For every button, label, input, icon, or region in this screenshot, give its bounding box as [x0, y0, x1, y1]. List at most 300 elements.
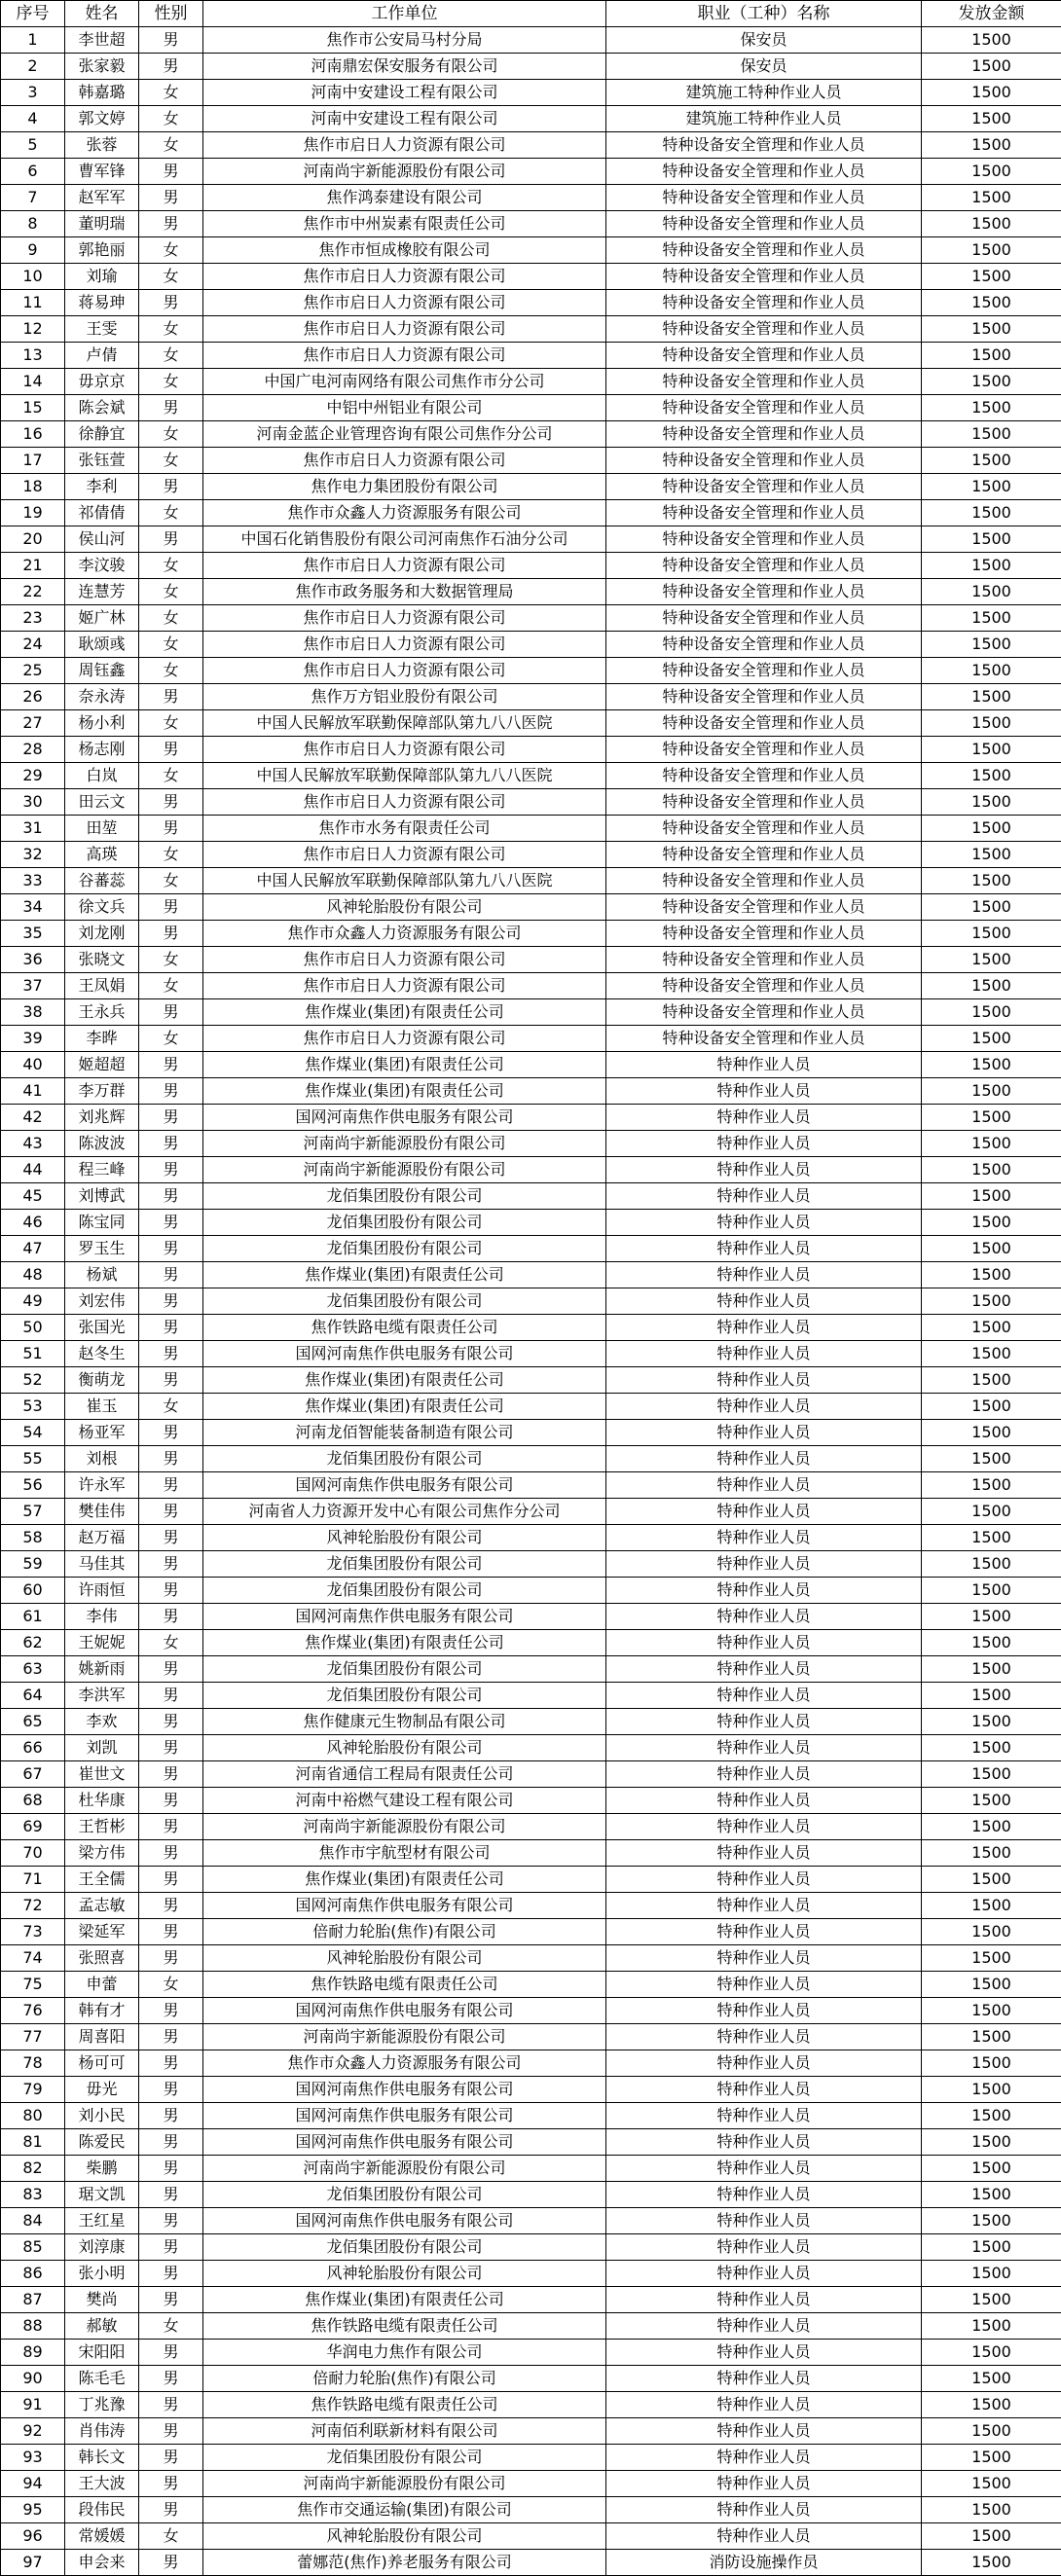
- cell-seq: 30: [1, 789, 65, 816]
- cell-occupation: 特种设备安全管理和作业人员: [606, 868, 922, 894]
- table-row: [1, 2129, 1061, 2156]
- table-row: [1, 579, 1061, 605]
- cell-gender: 男: [139, 1183, 203, 1210]
- cell-gender: 男: [139, 1210, 203, 1236]
- cell-unit: 倍耐力轮胎(焦作)有限公司: [203, 2366, 606, 2392]
- cell-gender: 男: [139, 1735, 203, 1761]
- cell-gender: 男: [139, 789, 203, 816]
- cell-name: 周喜阳: [65, 2024, 139, 2050]
- cell-name: 杨可可: [65, 2050, 139, 2077]
- table-row: [1, 1026, 1061, 1052]
- cell-gender: 男: [139, 1052, 203, 1078]
- cell-amount: 1500: [922, 658, 1061, 684]
- cell-seq: 22: [1, 579, 65, 605]
- table-row: [1, 1735, 1061, 1761]
- cell-name: 李汶骏: [65, 553, 139, 579]
- cell-occupation: 特种作业人员: [606, 1972, 922, 1998]
- table-row: [1, 1551, 1061, 1578]
- cell-amount: 1500: [922, 2550, 1061, 2576]
- cell-amount: 1500: [922, 1367, 1061, 1394]
- cell-occupation: 特种作业人员: [606, 1105, 922, 1131]
- table-row: [1, 27, 1061, 54]
- cell-amount: 1500: [922, 1919, 1061, 1945]
- cell-name: 连慧芳: [65, 579, 139, 605]
- cell-seq: 94: [1, 2471, 65, 2497]
- cell-gender: 女: [139, 868, 203, 894]
- table-row: [1, 1578, 1061, 1604]
- table-row: [1, 1840, 1061, 1867]
- cell-unit: 国网河南焦作供电服务有限公司: [203, 1604, 606, 1630]
- cell-occupation: 特种设备安全管理和作业人员: [606, 211, 922, 237]
- cell-seq: 58: [1, 1525, 65, 1551]
- cell-unit: 焦作市启日人力资源有限公司: [203, 947, 606, 973]
- cell-name: 陈波波: [65, 1131, 139, 1157]
- cell-seq: 95: [1, 2497, 65, 2523]
- cell-gender: 男: [139, 2156, 203, 2182]
- cell-name: 刘淳康: [65, 2234, 139, 2261]
- cell-gender: 女: [139, 658, 203, 684]
- cell-occupation: 消防设施操作员: [606, 2550, 922, 2576]
- cell-gender: 男: [139, 999, 203, 1026]
- cell-gender: 男: [139, 2129, 203, 2156]
- cell-amount: 1500: [922, 710, 1061, 737]
- table-row: [1, 737, 1061, 763]
- cell-name: 李利: [65, 474, 139, 500]
- cell-unit: 中国人民解放军联勤保障部队第九八八医院: [203, 868, 606, 894]
- cell-name: 耿颂彧: [65, 632, 139, 658]
- cell-amount: 1500: [922, 816, 1061, 842]
- cell-name: 奈永涛: [65, 684, 139, 710]
- cell-gender: 女: [139, 553, 203, 579]
- cell-unit: 国网河南焦作供电服务有限公司: [203, 1341, 606, 1367]
- table-row: [1, 921, 1061, 947]
- cell-name: 陈毛毛: [65, 2366, 139, 2392]
- cell-unit: 河南省人力资源开发中心有限公司焦作分公司: [203, 1499, 606, 1525]
- table-row: [1, 947, 1061, 973]
- cell-seq: 14: [1, 369, 65, 395]
- cell-unit: 焦作健康元生物制品有限公司: [203, 1709, 606, 1735]
- cell-unit: 焦作市众鑫人力资源服务有限公司: [203, 2050, 606, 2077]
- cell-amount: 1500: [922, 1472, 1061, 1499]
- cell-unit: 焦作铁路电缆有限责任公司: [203, 2313, 606, 2340]
- cell-seq: 24: [1, 632, 65, 658]
- cell-amount: 1500: [922, 1761, 1061, 1788]
- table-row: [1, 1604, 1061, 1630]
- cell-occupation: 特种作业人员: [606, 1420, 922, 1446]
- cell-name: 许雨恒: [65, 1578, 139, 1604]
- cell-name: 高瑛: [65, 842, 139, 868]
- cell-occupation: 特种设备安全管理和作业人员: [606, 894, 922, 921]
- cell-gender: 男: [139, 2287, 203, 2313]
- table-row: [1, 1867, 1061, 1893]
- cell-amount: 1500: [922, 1788, 1061, 1814]
- cell-seq: 61: [1, 1604, 65, 1630]
- cell-gender: 女: [139, 1394, 203, 1420]
- cell-amount: 1500: [922, 1499, 1061, 1525]
- table-row: [1, 553, 1061, 579]
- cell-unit: 龙佰集团股份有限公司: [203, 1683, 606, 1709]
- cell-name: 郭文婷: [65, 106, 139, 132]
- table-row: [1, 1814, 1061, 1840]
- cell-amount: 1500: [922, 921, 1061, 947]
- cell-name: 李万群: [65, 1078, 139, 1105]
- cell-amount: 1500: [922, 1394, 1061, 1420]
- cell-amount: 1500: [922, 2129, 1061, 2156]
- cell-occupation: 特种设备安全管理和作业人员: [606, 816, 922, 842]
- cell-seq: 19: [1, 500, 65, 526]
- cell-seq: 48: [1, 1262, 65, 1288]
- cell-gender: 女: [139, 448, 203, 474]
- cell-amount: 1500: [922, 474, 1061, 500]
- cell-gender: 女: [139, 2313, 203, 2340]
- cell-amount: 1500: [922, 264, 1061, 290]
- cell-gender: 男: [139, 395, 203, 421]
- cell-unit: 焦作市宇航型材有限公司: [203, 1840, 606, 1867]
- cell-occupation: 特种设备安全管理和作业人员: [606, 290, 922, 316]
- cell-seq: 80: [1, 2103, 65, 2129]
- cell-occupation: 特种作业人员: [606, 1735, 922, 1761]
- cell-unit: 焦作市启日人力资源有限公司: [203, 789, 606, 816]
- cell-seq: 93: [1, 2445, 65, 2471]
- cell-gender: 男: [139, 1656, 203, 1683]
- cell-occupation: 特种设备安全管理和作业人员: [606, 947, 922, 973]
- cell-name: 毋京京: [65, 369, 139, 395]
- cell-seq: 35: [1, 921, 65, 947]
- cell-amount: 1500: [922, 1105, 1061, 1131]
- cell-name: 张家毅: [65, 54, 139, 80]
- cell-unit: 焦作市政务服务和大数据管理局: [203, 579, 606, 605]
- cell-gender: 男: [139, 1683, 203, 1709]
- cell-name: 杨小利: [65, 710, 139, 737]
- cell-gender: 男: [139, 816, 203, 842]
- cell-unit: 焦作市启日人力资源有限公司: [203, 553, 606, 579]
- cell-unit: 河南尚宇新能源股份有限公司: [203, 1157, 606, 1183]
- cell-unit: 龙佰集团股份有限公司: [203, 1183, 606, 1210]
- cell-amount: 1500: [922, 842, 1061, 868]
- cell-occupation: 特种作业人员: [606, 2418, 922, 2445]
- table-row: [1, 1788, 1061, 1814]
- cell-gender: 男: [139, 1551, 203, 1578]
- cell-seq: 91: [1, 2392, 65, 2418]
- cell-name: 王红星: [65, 2208, 139, 2234]
- table-row: [1, 1236, 1061, 1262]
- cell-amount: 1500: [922, 2077, 1061, 2103]
- table-row: [1, 395, 1061, 421]
- cell-gender: 男: [139, 2050, 203, 2077]
- cell-gender: 男: [139, 27, 203, 54]
- cell-occupation: 特种作业人员: [606, 2050, 922, 2077]
- cell-seq: 38: [1, 999, 65, 1026]
- cell-unit: 中铝中州铝业有限公司: [203, 395, 606, 421]
- cell-occupation: 特种设备安全管理和作业人员: [606, 999, 922, 1026]
- cell-name: 张钰萱: [65, 448, 139, 474]
- cell-gender: 男: [139, 1761, 203, 1788]
- cell-gender: 男: [139, 921, 203, 947]
- table-row: [1, 1998, 1061, 2024]
- cell-name: 崔世文: [65, 1761, 139, 1788]
- cell-unit: 国网河南焦作供电服务有限公司: [203, 1105, 606, 1131]
- cell-unit: 风神轮胎股份有限公司: [203, 2261, 606, 2287]
- cell-occupation: 特种作业人员: [606, 1262, 922, 1288]
- cell-name: 王哲彬: [65, 1814, 139, 1840]
- table-row: [1, 632, 1061, 658]
- cell-seq: 63: [1, 1656, 65, 1683]
- table-row: [1, 2103, 1061, 2129]
- cell-seq: 33: [1, 868, 65, 894]
- cell-amount: 1500: [922, 1078, 1061, 1105]
- cell-unit: 河南尚宇新能源股份有限公司: [203, 1131, 606, 1157]
- cell-occupation: 特种作业人员: [606, 2392, 922, 2418]
- cell-unit: 中国人民解放军联勤保障部队第九八八医院: [203, 763, 606, 789]
- cell-gender: 男: [139, 290, 203, 316]
- cell-seq: 46: [1, 1210, 65, 1236]
- cell-gender: 男: [139, 2445, 203, 2471]
- cell-gender: 男: [139, 2497, 203, 2523]
- cell-occupation: 特种作业人员: [606, 1052, 922, 1078]
- cell-gender: 男: [139, 1604, 203, 1630]
- cell-amount: 1500: [922, 1236, 1061, 1262]
- cell-amount: 1500: [922, 421, 1061, 448]
- cell-gender: 男: [139, 474, 203, 500]
- cell-occupation: 特种作业人员: [606, 2208, 922, 2234]
- cell-occupation: 特种作业人员: [606, 1131, 922, 1157]
- table-row: [1, 2077, 1061, 2103]
- cell-seq: 72: [1, 1893, 65, 1919]
- cell-gender: 男: [139, 894, 203, 921]
- cell-occupation: 特种作业人员: [606, 1394, 922, 1420]
- cell-seq: 41: [1, 1078, 65, 1105]
- cell-amount: 1500: [922, 159, 1061, 185]
- cell-amount: 1500: [922, 1683, 1061, 1709]
- cell-unit: 焦作铁路电缆有限责任公司: [203, 1972, 606, 1998]
- table-row: [1, 2445, 1061, 2471]
- cell-name: 琚文凯: [65, 2182, 139, 2208]
- cell-unit: 焦作煤业(集团)有限责任公司: [203, 1367, 606, 1394]
- table-row: [1, 2050, 1061, 2077]
- cell-amount: 1500: [922, 27, 1061, 54]
- cell-name: 常媛媛: [65, 2523, 139, 2550]
- cell-occupation: 特种作业人员: [606, 2103, 922, 2129]
- cell-gender: 女: [139, 605, 203, 632]
- cell-seq: 57: [1, 1499, 65, 1525]
- cell-gender: 男: [139, 1525, 203, 1551]
- cell-amount: 1500: [922, 1315, 1061, 1341]
- cell-occupation: 特种作业人员: [606, 1288, 922, 1315]
- table-row: [1, 237, 1061, 264]
- cell-amount: 1500: [922, 1656, 1061, 1683]
- table-row: [1, 2340, 1061, 2366]
- cell-seq: 90: [1, 2366, 65, 2392]
- cell-occupation: 特种作业人员: [606, 1761, 922, 1788]
- cell-unit: 焦作市启日人力资源有限公司: [203, 448, 606, 474]
- cell-seq: 78: [1, 2050, 65, 2077]
- cell-amount: 1500: [922, 947, 1061, 973]
- cell-name: 刘根: [65, 1446, 139, 1472]
- cell-amount: 1500: [922, 737, 1061, 763]
- cell-name: 杨志刚: [65, 737, 139, 763]
- cell-gender: 男: [139, 1078, 203, 1105]
- cell-gender: 男: [139, 2261, 203, 2287]
- cell-seq: 17: [1, 448, 65, 474]
- cell-gender: 男: [139, 1131, 203, 1157]
- table-row: [1, 1472, 1061, 1499]
- table-row: [1, 1656, 1061, 1683]
- cell-seq: 81: [1, 2129, 65, 2156]
- cell-name: 陈宝同: [65, 1210, 139, 1236]
- cell-name: 杨亚军: [65, 1420, 139, 1446]
- cell-unit: 河南省通信工程局有限责任公司: [203, 1761, 606, 1788]
- cell-unit: 焦作市启日人力资源有限公司: [203, 132, 606, 159]
- cell-name: 田云文: [65, 789, 139, 816]
- cell-unit: 焦作市启日人力资源有限公司: [203, 658, 606, 684]
- cell-occupation: 特种作业人员: [606, 1893, 922, 1919]
- cell-amount: 1500: [922, 973, 1061, 999]
- cell-amount: 1500: [922, 2182, 1061, 2208]
- cell-name: 李晔: [65, 1026, 139, 1052]
- cell-occupation: 特种作业人员: [606, 1867, 922, 1893]
- table-row: [1, 2234, 1061, 2261]
- cell-amount: 1500: [922, 553, 1061, 579]
- cell-seq: 12: [1, 316, 65, 343]
- cell-seq: 3: [1, 80, 65, 106]
- cell-name: 姚新雨: [65, 1656, 139, 1683]
- cell-amount: 1500: [922, 1840, 1061, 1867]
- cell-amount: 1500: [922, 1735, 1061, 1761]
- cell-unit: 河南尚宇新能源股份有限公司: [203, 2024, 606, 2050]
- cell-amount: 1500: [922, 2523, 1061, 2550]
- header-gender: 性别: [139, 1, 203, 27]
- cell-name: 王妮妮: [65, 1630, 139, 1656]
- cell-gender: 男: [139, 1499, 203, 1525]
- cell-unit: 龙佰集团股份有限公司: [203, 2182, 606, 2208]
- cell-occupation: 特种作业人员: [606, 1814, 922, 1840]
- cell-gender: 男: [139, 1919, 203, 1945]
- cell-amount: 1500: [922, 1157, 1061, 1183]
- table-row: [1, 2550, 1061, 2576]
- cell-amount: 1500: [922, 2156, 1061, 2182]
- cell-occupation: 建筑施工特种作业人员: [606, 106, 922, 132]
- cell-seq: 76: [1, 1998, 65, 2024]
- cell-amount: 1500: [922, 605, 1061, 632]
- cell-gender: 男: [139, 1814, 203, 1840]
- cell-name: 肖伟涛: [65, 2418, 139, 2445]
- cell-seq: 65: [1, 1709, 65, 1735]
- cell-unit: 焦作煤业(集团)有限责任公司: [203, 1052, 606, 1078]
- cell-name: 刘龙刚: [65, 921, 139, 947]
- cell-amount: 1500: [922, 2471, 1061, 2497]
- cell-amount: 1500: [922, 1604, 1061, 1630]
- table-row: [1, 2418, 1061, 2445]
- cell-gender: 男: [139, 2103, 203, 2129]
- cell-seq: 64: [1, 1683, 65, 1709]
- cell-gender: 女: [139, 947, 203, 973]
- table-row: [1, 1919, 1061, 1945]
- table-row: [1, 1683, 1061, 1709]
- cell-occupation: 特种设备安全管理和作业人员: [606, 1026, 922, 1052]
- header-unit: 工作单位: [203, 1, 606, 27]
- cell-amount: 1500: [922, 1341, 1061, 1367]
- cell-amount: 1500: [922, 316, 1061, 343]
- cell-amount: 1500: [922, 1578, 1061, 1604]
- cell-seq: 86: [1, 2261, 65, 2287]
- cell-occupation: 特种设备安全管理和作业人员: [606, 395, 922, 421]
- table-row: [1, 2313, 1061, 2340]
- cell-gender: 男: [139, 2550, 203, 2576]
- cell-unit: 蕾娜范(焦作)养老服务有限公司: [203, 2550, 606, 2576]
- cell-name: 刘瑜: [65, 264, 139, 290]
- cell-amount: 1500: [922, 1972, 1061, 1998]
- cell-seq: 74: [1, 1945, 65, 1972]
- cell-occupation: 特种作业人员: [606, 1840, 922, 1867]
- cell-unit: 国网河南焦作供电服务有限公司: [203, 2077, 606, 2103]
- cell-gender: 男: [139, 2234, 203, 2261]
- cell-seq: 2: [1, 54, 65, 80]
- cell-occupation: 特种作业人员: [606, 2077, 922, 2103]
- cell-occupation: 特种作业人员: [606, 2024, 922, 2050]
- cell-seq: 23: [1, 605, 65, 632]
- cell-gender: 男: [139, 1578, 203, 1604]
- cell-unit: 焦作煤业(集团)有限责任公司: [203, 2287, 606, 2313]
- cell-unit: 河南尚宇新能源股份有限公司: [203, 2156, 606, 2182]
- cell-amount: 1500: [922, 1893, 1061, 1919]
- cell-occupation: 特种设备安全管理和作业人员: [606, 605, 922, 632]
- cell-occupation: 特种作业人员: [606, 2182, 922, 2208]
- table-row: [1, 1367, 1061, 1394]
- cell-occupation: 保安员: [606, 27, 922, 54]
- cell-gender: 男: [139, 1840, 203, 1867]
- cell-occupation: 特种作业人员: [606, 1157, 922, 1183]
- cell-amount: 1500: [922, 1709, 1061, 1735]
- cell-amount: 1500: [922, 684, 1061, 710]
- cell-gender: 男: [139, 1945, 203, 1972]
- cell-unit: 风神轮胎股份有限公司: [203, 1945, 606, 1972]
- cell-gender: 男: [139, 1788, 203, 1814]
- cell-gender: 女: [139, 710, 203, 737]
- cell-occupation: 特种作业人员: [606, 1446, 922, 1472]
- cell-occupation: 特种作业人员: [606, 1499, 922, 1525]
- table-row: [1, 1078, 1061, 1105]
- cell-unit: 国网河南焦作供电服务有限公司: [203, 1472, 606, 1499]
- cell-unit: 风神轮胎股份有限公司: [203, 2523, 606, 2550]
- cell-seq: 15: [1, 395, 65, 421]
- cell-name: 韩长文: [65, 2445, 139, 2471]
- cell-gender: 男: [139, 54, 203, 80]
- table-row: [1, 1105, 1061, 1131]
- cell-name: 杜华康: [65, 1788, 139, 1814]
- cell-occupation: 建筑施工特种作业人员: [606, 80, 922, 106]
- cell-gender: 女: [139, 1630, 203, 1656]
- cell-name: 韩嘉璐: [65, 80, 139, 106]
- cell-unit: 河南尚宇新能源股份有限公司: [203, 2471, 606, 2497]
- cell-unit: 河南佰利联新材料有限公司: [203, 2418, 606, 2445]
- cell-unit: 焦作市水务有限责任公司: [203, 816, 606, 842]
- table-row: [1, 2392, 1061, 2418]
- cell-amount: 1500: [922, 763, 1061, 789]
- cell-seq: 8: [1, 211, 65, 237]
- cell-occupation: 特种作业人员: [606, 2523, 922, 2550]
- cell-name: 孟志敏: [65, 1893, 139, 1919]
- cell-seq: 32: [1, 842, 65, 868]
- cell-occupation: 特种作业人员: [606, 1683, 922, 1709]
- cell-seq: 50: [1, 1315, 65, 1341]
- cell-gender: 女: [139, 1026, 203, 1052]
- cell-unit: 焦作市启日人力资源有限公司: [203, 842, 606, 868]
- cell-occupation: 特种设备安全管理和作业人员: [606, 579, 922, 605]
- cell-occupation: 特种设备安全管理和作业人员: [606, 973, 922, 999]
- table-row: [1, 1183, 1061, 1210]
- cell-unit: 河南鼎宏保安服务有限公司: [203, 54, 606, 80]
- cell-seq: 7: [1, 185, 65, 211]
